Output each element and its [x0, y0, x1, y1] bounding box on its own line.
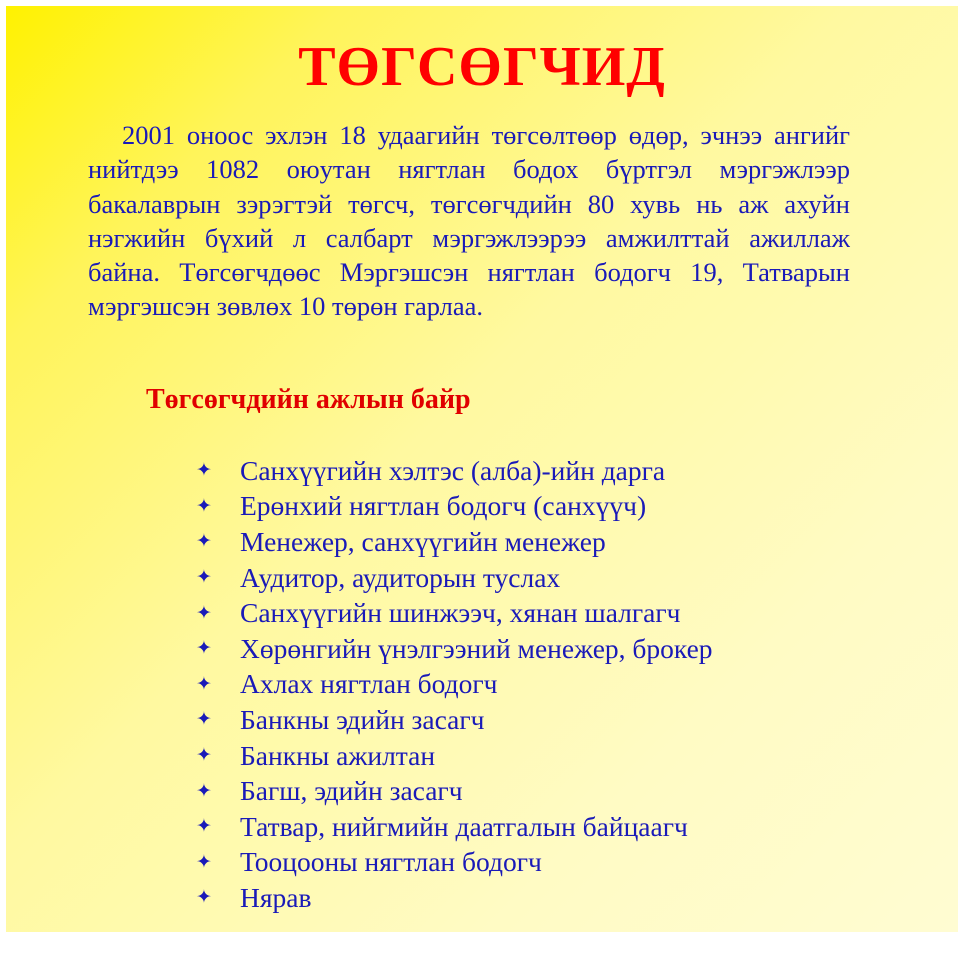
four-pointed-star-icon: ✦ [196, 779, 212, 802]
four-pointed-star-icon: ✦ [196, 637, 212, 660]
four-pointed-star-icon: ✦ [196, 459, 212, 482]
job-list-item [196, 773, 713, 809]
job-list-item [196, 631, 713, 667]
four-pointed-star-icon: ✦ [196, 601, 212, 624]
job-title: Санхүүгийн хэлтэс (алба)-ийн дарга [240, 454, 666, 486]
job-title: Нярав [240, 881, 312, 913]
job-list [196, 453, 713, 916]
job-title: Банкны ажилтан [240, 739, 436, 771]
job-list-item [196, 809, 713, 845]
four-pointed-star-icon: ✦ [196, 815, 212, 838]
job-list-item [196, 560, 713, 596]
job-list-item [196, 524, 713, 560]
four-pointed-star-icon: ✦ [196, 850, 212, 873]
job-title: Татвар, нийгмийн даатгалын байцаагч [240, 810, 688, 842]
job-list-item [196, 489, 713, 525]
job-list-item [196, 667, 713, 703]
four-pointed-star-icon: ✦ [196, 494, 212, 517]
job-title: Ерөнхий нягтлан бодогч (санхүүч) [240, 490, 647, 522]
job-title: Банкны эдийн засагч [240, 703, 485, 735]
four-pointed-star-icon: ✦ [196, 886, 212, 909]
intro-paragraph: 2001 оноос эхлэн 18 удаагийн төгсөлтөөр өдөр, эчнээ ангийг нийтдээ 1082 оюутан нягтлан бодох бүртгэл мэргэжлээр бакалаврын зэрэгтэй төгсч, төгсөгчдийн 80 хувь нь аж ахуйн нэгжийн бүхий л салбарт мэргэжлээрээ амжилттай ажиллаж байна. Төгсөгчдөөс Мэргэшсэн нягтлан бодогч 19, Татварын мэргэшсэн зөвлөх 10 төрөн гарлаа. [88, 120, 850, 322]
job-title: Аудитор, аудиторын туслах [240, 561, 561, 593]
job-list-item [196, 738, 713, 774]
job-title: Ахлах нягтлан бодогч [240, 668, 498, 700]
slide [6, 6, 958, 932]
section-heading: Төгсөгчдийн ажлын байр [146, 384, 471, 415]
job-title: Хөрөнгийн үнэлгээний менежер, брокер [240, 632, 713, 664]
four-pointed-star-icon: ✦ [196, 672, 212, 695]
job-list-item [196, 702, 713, 738]
job-list-item [196, 595, 713, 631]
four-pointed-star-icon: ✦ [196, 530, 212, 553]
four-pointed-star-icon: ✦ [196, 566, 212, 589]
slide-title: ТӨГСӨГЧИД [298, 36, 666, 98]
four-pointed-star-icon: ✦ [196, 744, 212, 767]
four-pointed-star-icon: ✦ [196, 708, 212, 731]
job-title: Багш, эдийн засагч [240, 775, 463, 807]
job-list-item [196, 453, 713, 489]
job-title: Санхүүгийн шинжээч, хянан шалгагч [240, 597, 681, 629]
job-title: Менежер, санхүүгийн менежер [240, 525, 606, 557]
job-title: Тооцооны нягтлан бодогч [240, 846, 542, 878]
job-list-item [196, 880, 713, 916]
job-list-item [196, 845, 713, 881]
